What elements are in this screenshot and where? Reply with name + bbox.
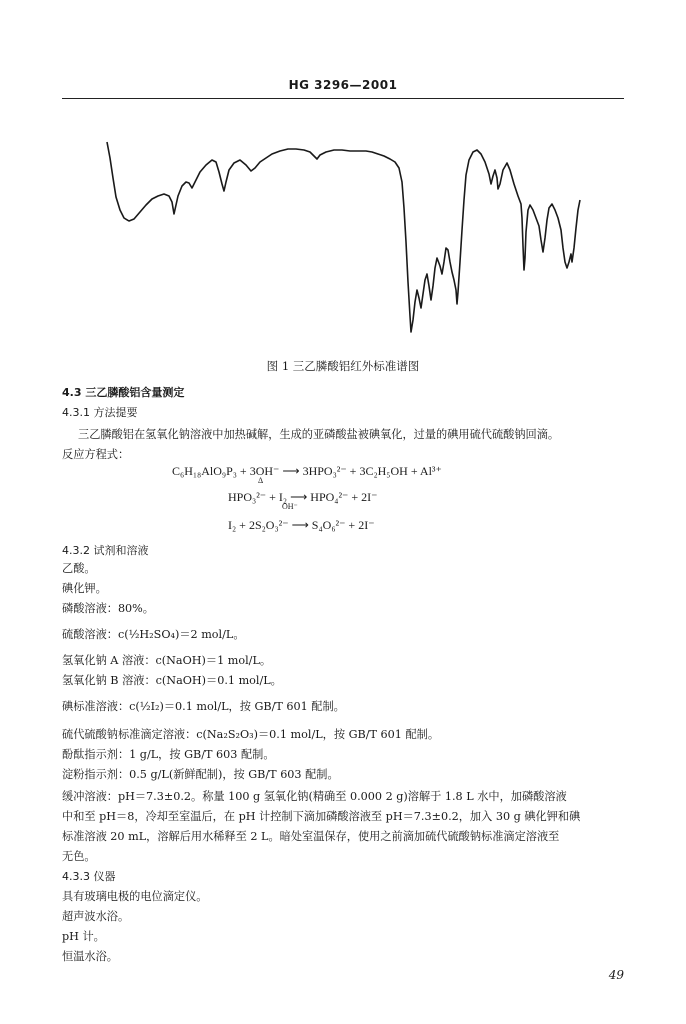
instrument-item: 超声波水浴。 <box>62 910 130 923</box>
reagent-item: 硫酸溶液：c(½H₂SO₄)＝2 mol/L。 <box>62 628 245 641</box>
reagent-item: 酚酞指示剂：1 g/L，按 GB/T 603 配制。 <box>62 748 275 761</box>
section-4-3-2-heading: 4.3.2 试剂和溶液 <box>62 544 149 557</box>
spectrum-trace <box>107 142 580 332</box>
equation-1-condition: Δ <box>258 476 264 485</box>
buffer-text-line: 中和至 pH＝8，冷却至室温后，在 pH 计控制下滴加磷酸溶液至 pH＝7.3±0.2，加入 30 g 碘化钾和碘 <box>62 810 581 823</box>
reagent-item: 硫代硫酸钠标准滴定溶液：c(Na₂S₂O₃)＝0.1 mol/L，按 GB/T 601 配制。 <box>62 728 440 741</box>
equation-3: I₂ + 2S₂O₃²⁻ ⟶ S₄O₆²⁻ + 2I⁻ <box>228 518 375 532</box>
section-4-3-heading: 4.3 三乙膦酸铝含量测定 <box>62 386 185 399</box>
reagent-item: 乙酸。 <box>62 562 96 575</box>
reagent-item: 磷酸溶液：80%。 <box>62 602 154 615</box>
equation-1: C₆H₁₈AlO₉P₃ + 3OH⁻ ⟶ 3HPO₃²⁻ + 3C₂H₅OH + Al³⁺ <box>172 464 442 478</box>
method-text-line-1: 三乙膦酸铝在氢氧化钠溶液中加热碱解，生成的亚磷酸盐被碘氧化，过量的碘用硫代硫酸钠回滴。 <box>78 428 560 441</box>
ir-spectrum-figure <box>0 0 686 360</box>
reagent-item: 碘标准溶液：c(½I₂)＝0.1 mol/L，按 GB/T 601 配制。 <box>62 700 345 713</box>
buffer-text-line: 缓冲溶液：pH＝7.3±0.2。称量 100 g 氢氧化钠(精确至 0.000 2 g)溶解于 1.8 L 水中，加磷酸溶液 <box>62 790 567 803</box>
reagent-item: 碘化钾。 <box>62 582 107 595</box>
reagent-item: 氢氧化钠 B 溶液：c(NaOH)＝0.1 mol/L。 <box>62 674 282 687</box>
equation-2: HPO₃²⁻ + I₂ ⟶ HPO₄²⁻ + 2I⁻ <box>228 490 378 504</box>
method-text-line-2: 反应方程式： <box>62 448 130 461</box>
reagent-item: 氢氧化钠 A 溶液：c(NaOH)＝1 mol/L。 <box>62 654 272 667</box>
document-header: HG 3296—2001 <box>288 78 398 92</box>
buffer-text-line: 无色。 <box>62 850 96 863</box>
buffer-text-line: 标准溶液 20 mL，溶解后用水稀释至 2 L。暗处室温保存，使用之前滴加硫代硫酸钠标准滴定溶液至 <box>62 830 560 843</box>
instrument-item: pH 计。 <box>62 930 105 943</box>
figure-caption: 图 1 三乙膦酸铝红外标准谱图 <box>266 359 420 373</box>
section-4-3-1-heading: 4.3.1 方法提要 <box>62 406 138 419</box>
section-4-3-3-heading: 4.3.3 仪器 <box>62 870 116 883</box>
equation-2-condition: OH⁻ <box>282 502 298 511</box>
instrument-item: 恒温水浴。 <box>62 950 118 963</box>
instrument-item: 具有玻璃电极的电位滴定仪。 <box>62 890 208 903</box>
page-number: 49 <box>608 968 624 982</box>
reagent-item: 淀粉指示剂：0.5 g/L(新鲜配制)，按 GB/T 603 配制。 <box>62 768 339 781</box>
